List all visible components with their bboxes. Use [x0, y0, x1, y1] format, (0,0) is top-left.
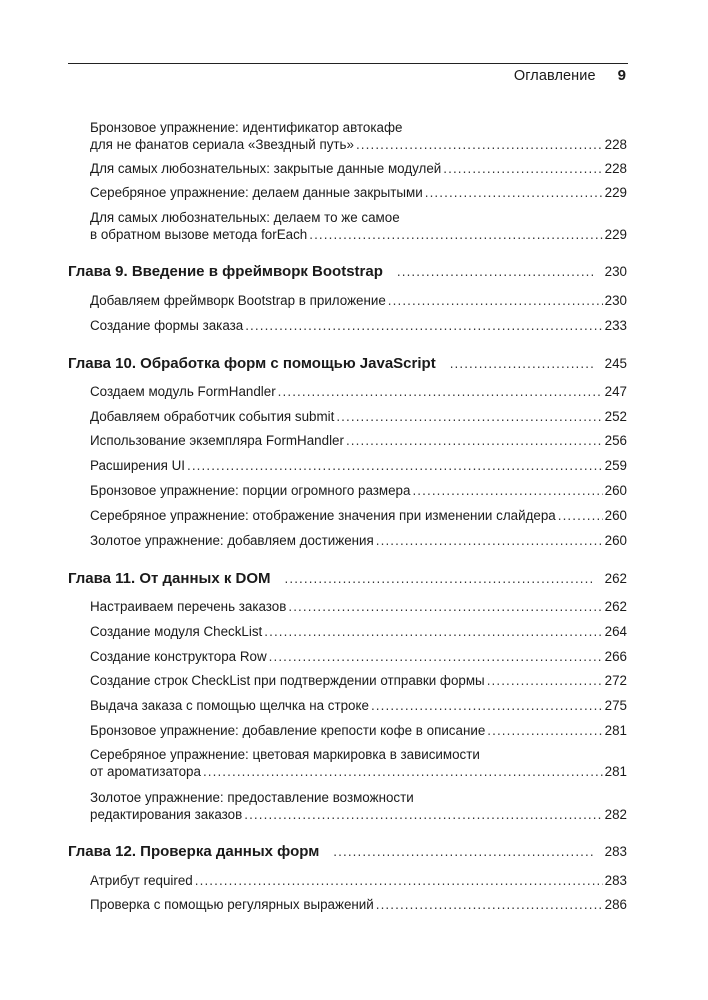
toc-entry[interactable]: [90, 507, 627, 524]
dot-leader: [285, 570, 593, 588]
dot-leader: [487, 722, 602, 739]
toc-chapter-title: Глава 11. От данных к DOM: [68, 570, 271, 587]
dot-leader: [450, 355, 593, 373]
toc-page-number: 233: [604, 318, 627, 333]
toc-entry[interactable]: [90, 598, 627, 615]
toc-entry[interactable]: [90, 789, 627, 823]
dot-leader: [371, 697, 603, 714]
toc-entry-line: [90, 623, 627, 640]
toc-entry[interactable]: [90, 432, 627, 449]
toc-entry[interactable]: [90, 623, 627, 640]
toc-entry-line: [90, 160, 627, 177]
toc-chapter[interactable]: [68, 355, 627, 373]
toc-entry[interactable]: [90, 457, 627, 474]
toc-page-number: 266: [604, 649, 627, 664]
toc-entry-title-line: Для самых любознательных: делаем то же самое: [90, 210, 400, 225]
toc-entry[interactable]: [90, 648, 627, 665]
toc-entry-title: Использование экземпляра FormHandler: [90, 433, 344, 448]
toc-entry[interactable]: [90, 532, 627, 549]
toc-page-number: 260: [604, 483, 627, 498]
dot-leader: [245, 317, 602, 334]
toc-entry-line: [90, 292, 627, 309]
dot-leader: [244, 806, 602, 823]
toc-page-number: 229: [604, 185, 627, 200]
toc-page-number: 262: [604, 571, 627, 586]
toc-entry[interactable]: [90, 160, 627, 177]
toc-entry-line: [90, 598, 627, 615]
dot-leader: [487, 672, 603, 689]
toc-entry[interactable]: [90, 722, 627, 739]
toc-entry-line: [90, 507, 627, 524]
toc-page-number: 228: [604, 161, 627, 176]
toc-entry-title: Создаем модуль FormHandler: [90, 384, 276, 399]
toc-entry-line: [90, 763, 627, 780]
toc-page-number: 245: [604, 356, 627, 371]
dot-leader: [376, 896, 603, 913]
toc-entry-title: Выдача заказа с помощью щелчка на строке: [90, 698, 369, 713]
toc-entry[interactable]: [90, 672, 627, 689]
toc-entry-title: редактирования заказов: [90, 807, 243, 822]
toc-entry-title: Золотое упражнение: добавляем достижения: [90, 533, 374, 548]
toc-chapter[interactable]: [68, 263, 627, 281]
dot-leader: [309, 226, 602, 243]
page-header: [514, 67, 626, 84]
toc-entry-title: Создание конструктора Row: [90, 649, 267, 664]
toc-page-number: 230: [604, 264, 627, 279]
dot-leader: [278, 383, 603, 400]
dot-leader: [336, 408, 602, 425]
toc-entry-line: [90, 672, 627, 689]
toc-entry-title: Настраиваем перечень заказов: [90, 599, 287, 614]
toc-entry-title: Серебряное упражнение: отображение значения при изменении слайдера: [90, 508, 556, 523]
toc-entry-title: Проверка с помощью регулярных выражений: [90, 897, 374, 912]
toc-entry[interactable]: [90, 119, 627, 153]
toc-entry-line: [90, 697, 627, 714]
toc-chapter-title: Глава 12. Проверка данных форм: [68, 843, 320, 860]
toc-entry-title: от ароматизатора: [90, 764, 201, 779]
dot-leader: [187, 457, 603, 474]
toc-entry-title: Серебряное упражнение: делаем данные закрытыми: [90, 185, 423, 200]
dot-leader: [356, 136, 603, 153]
toc-page-number: 283: [604, 873, 627, 888]
toc-page-number: 252: [604, 409, 627, 424]
dot-leader: [388, 292, 603, 309]
toc-entry-line: [90, 457, 627, 474]
dot-leader: [195, 872, 603, 889]
dot-leader: [412, 482, 602, 499]
dot-leader: [346, 432, 603, 449]
toc-entry[interactable]: [90, 697, 627, 714]
toc-page-number: 230: [604, 293, 627, 308]
toc-entry-line: [90, 136, 627, 153]
toc-entry-title-line: Золотое упражнение: предоставление возможности: [90, 790, 414, 805]
toc-page-number: 281: [604, 723, 627, 738]
header-rule: [68, 63, 628, 64]
toc-entry-line: [90, 317, 627, 334]
toc-page-number: 256: [604, 433, 627, 448]
toc-entry-title: Бронзовое упражнение: добавление крепости кофе в описание: [90, 723, 486, 738]
toc-entry-title: Создание строк CheckList при подтверждении отправки формы: [90, 673, 485, 688]
dot-leader: [269, 648, 603, 665]
toc-entry-title: Добавляем фреймворк Bootstrap в приложение: [90, 293, 386, 308]
toc-page-number: 275: [604, 698, 627, 713]
toc-entry-line: [90, 532, 627, 549]
dot-leader: [264, 623, 602, 640]
toc-page-number: 229: [604, 227, 627, 242]
dot-leader: [397, 263, 593, 281]
toc-entry-title: Расширения UI: [90, 458, 185, 473]
toc-page-number: 259: [604, 458, 627, 473]
toc-entry-line: [90, 482, 627, 499]
toc-entry[interactable]: [90, 482, 627, 499]
toc-page-number: 283: [604, 844, 627, 859]
toc-entry[interactable]: [90, 317, 627, 334]
dot-leader: [333, 843, 592, 861]
toc-entry-line: [90, 722, 627, 739]
toc-entry-title: в обратном вызове метода forEach: [90, 227, 308, 242]
toc-entry-line: [90, 806, 627, 823]
toc-entry-title: Добавляем обработчик события submit: [90, 409, 335, 424]
dot-leader: [558, 507, 603, 524]
toc-entry-title: Для самых любознательных: закрытые данные модулей: [90, 161, 442, 176]
toc-entry-title: Создание формы заказа: [90, 318, 244, 333]
toc-page-number: 260: [604, 533, 627, 548]
toc-entry[interactable]: [90, 292, 627, 309]
dot-leader: [376, 532, 603, 549]
toc-chapter[interactable]: [68, 570, 627, 588]
toc-entry-title: для не фанатов сериала «Звездный путь»: [90, 137, 354, 152]
toc-page-number: 286: [604, 897, 627, 912]
toc-entry[interactable]: [90, 746, 627, 780]
toc-chapter-title: Глава 9. Введение в фреймворк Bootstrap: [68, 263, 383, 280]
toc-page-number: 282: [604, 807, 627, 822]
toc-entry-line: [90, 872, 627, 889]
toc-entry-line: [90, 648, 627, 665]
toc-entry[interactable]: [90, 896, 627, 913]
toc-page-number: 272: [604, 673, 627, 688]
toc-page-number: 264: [604, 624, 627, 639]
toc-entry-title-line: Бронзовое упражнение: идентификатор автокафе: [90, 120, 403, 135]
toc-entry-line: [90, 408, 627, 425]
toc-page-number: 247: [604, 384, 627, 399]
toc-entry-title: Атрибут required: [90, 873, 193, 888]
toc-entry-line: [90, 184, 627, 201]
dot-leader: [288, 598, 602, 615]
running-head: Оглавление: [513, 68, 596, 84]
toc-entry-line: [90, 432, 627, 449]
dot-leader: [443, 160, 602, 177]
toc-page-number: 260: [604, 508, 627, 523]
toc-entry-line: [90, 896, 627, 913]
toc-entry-line: [90, 226, 627, 243]
toc-entry-line: [90, 383, 627, 400]
toc-entry[interactable]: [90, 383, 627, 400]
toc-entry-title-line: Серебряное упражнение: цветовая маркировка в зависимости: [90, 747, 480, 762]
toc-entry[interactable]: [90, 209, 627, 243]
toc-entry[interactable]: [90, 184, 627, 201]
page-number: 9: [617, 67, 626, 84]
toc-entry[interactable]: [90, 872, 627, 889]
toc-entry-title: Создание модуля CheckList: [90, 624, 263, 639]
toc-page-number: 281: [604, 764, 627, 779]
toc-chapter-title: Глава 10. Обработка форм с помощью JavaScript: [68, 355, 436, 372]
toc-entry-title: Бронзовое упражнение: порции огромного размера: [90, 483, 411, 498]
dot-leader: [425, 184, 603, 201]
toc-page-number: 262: [604, 599, 627, 614]
dot-leader: [203, 763, 603, 780]
toc-entry[interactable]: [90, 408, 627, 425]
toc-page-number: 228: [604, 137, 627, 152]
toc-chapter[interactable]: [68, 843, 627, 861]
